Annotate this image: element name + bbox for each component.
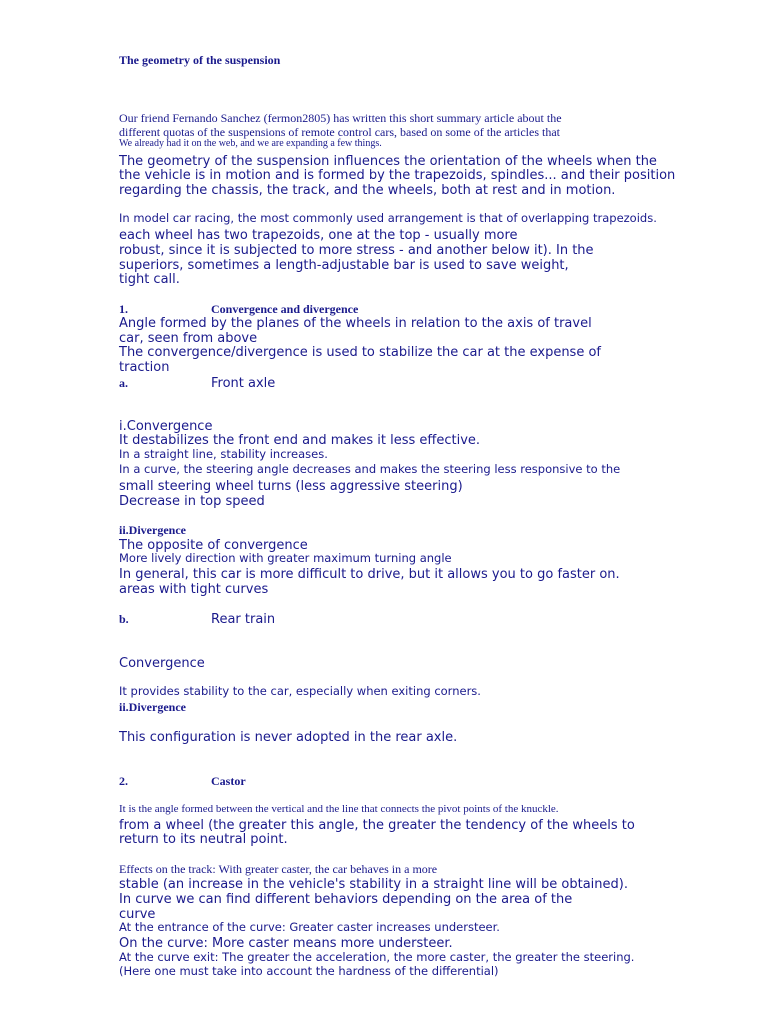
effects-line-5: At the entrance of the curve: Greater caster increases understeer. xyxy=(119,920,500,934)
para2-line-1: In model car racing, the most commonly used arrangement is that of overlapping trapezoids. xyxy=(119,211,657,225)
convergence-line-2: In a straight line, stability increases. xyxy=(119,447,328,461)
subsection-a-number: a. xyxy=(119,376,128,390)
rear-convergence-heading: Convergence xyxy=(119,656,205,671)
intro-line-1: Our friend Fernando Sanchez (fermon2805) has written this short summary article about the xyxy=(119,111,562,125)
convergence-line-1: It destabilizes the front end and makes it less effective. xyxy=(119,433,481,448)
section-1-line-1: Angle formed by the planes of the wheels in relation to the axis of travel xyxy=(119,316,592,331)
convergence-heading: i.Convergence xyxy=(119,419,213,434)
effects-line-7: At the curve exit: The greater the acceleration, the more caster, the greater the steering. xyxy=(119,950,635,964)
section-1-line-2: car, seen from above xyxy=(119,331,258,346)
para1-line-3: regarding the chassis, the track, and the wheels, both at rest and in motion. xyxy=(119,183,616,198)
para2-line-5: tight call. xyxy=(119,272,180,287)
subsection-a-title: Front axle xyxy=(211,376,276,391)
castor-line-2: from a wheel (the greater this angle, the greater the tendency of the wheels to xyxy=(119,818,635,833)
convergence-line-5: Decrease in top speed xyxy=(119,494,265,509)
rear-divergence-text: This configuration is never adopted in the rear axle. xyxy=(119,730,458,745)
para2-line-4: superiors, sometimes a length-adjustable bar is used to save weight, xyxy=(119,258,569,273)
effects-line-8: (Here one must take into account the hardness of the differential) xyxy=(119,964,499,978)
section-1-line-4: traction xyxy=(119,360,170,375)
intro-line-2: different quotas of the suspensions of remote control cars, based on some of the articles that xyxy=(119,125,560,139)
para2-line-2: each wheel has two trapezoids, one at the top - usually more xyxy=(119,228,518,243)
divergence-line-3: In general, this car is more difficult to drive, but it allows you to go faster on. xyxy=(119,567,620,582)
effects-line-4: curve xyxy=(119,907,156,922)
divergence-line-1: The opposite of convergence xyxy=(119,538,308,553)
convergence-line-4: small steering wheel turns (less aggressive steering) xyxy=(119,479,463,494)
section-1-number: 1. xyxy=(119,302,128,316)
convergence-line-3: In a curve, the steering angle decreases and makes the steering less responsive to the xyxy=(119,462,621,476)
section-1-title: Convergence and divergence xyxy=(211,302,359,316)
subsection-b-title: Rear train xyxy=(211,612,276,627)
effects-line-6: On the curve: More caster means more understeer. xyxy=(119,936,453,951)
castor-line-3: return to its neutral point. xyxy=(119,832,288,847)
section-2-title: Castor xyxy=(211,774,246,788)
section-1-line-3: The convergence/divergence is used to stabilize the car at the expense of xyxy=(119,345,601,360)
para1-line-1: The geometry of the suspension influences the orientation of the wheels when the xyxy=(119,154,657,169)
para2-line-3: robust, since it is subjected to more stress - and another below it). In the xyxy=(119,243,594,258)
effects-line-2: stable (an increase in the vehicle's stability in a straight line will be obtained). xyxy=(119,877,628,892)
rear-convergence-text: It provides stability to the car, especially when exiting corners. xyxy=(119,684,481,698)
effects-line-1: Effects on the track: With greater caster, the car behaves in a more xyxy=(119,862,438,876)
intro-line-3: We already had it on the web, and we are expanding a few things. xyxy=(119,138,382,149)
subsection-b-number: b. xyxy=(119,612,129,626)
castor-line-1: It is the angle formed between the vertical and the line that connects the pivot points of the knuckle. xyxy=(119,803,559,815)
document-title: The geometry of the suspension xyxy=(119,53,281,67)
effects-line-3: In curve we can find different behaviors depending on the area of the xyxy=(119,892,573,907)
divergence-line-4: areas with tight curves xyxy=(119,582,269,597)
divergence-line-2: More lively direction with greater maximum turning angle xyxy=(119,551,452,565)
divergence-heading: ii.Divergence xyxy=(119,523,186,537)
para1-line-2: the vehicle is in motion and is formed by the trapezoids, spindles... and their position xyxy=(119,168,676,183)
rear-divergence-heading: ii.Divergence xyxy=(119,700,186,714)
section-2-number: 2. xyxy=(119,774,128,788)
